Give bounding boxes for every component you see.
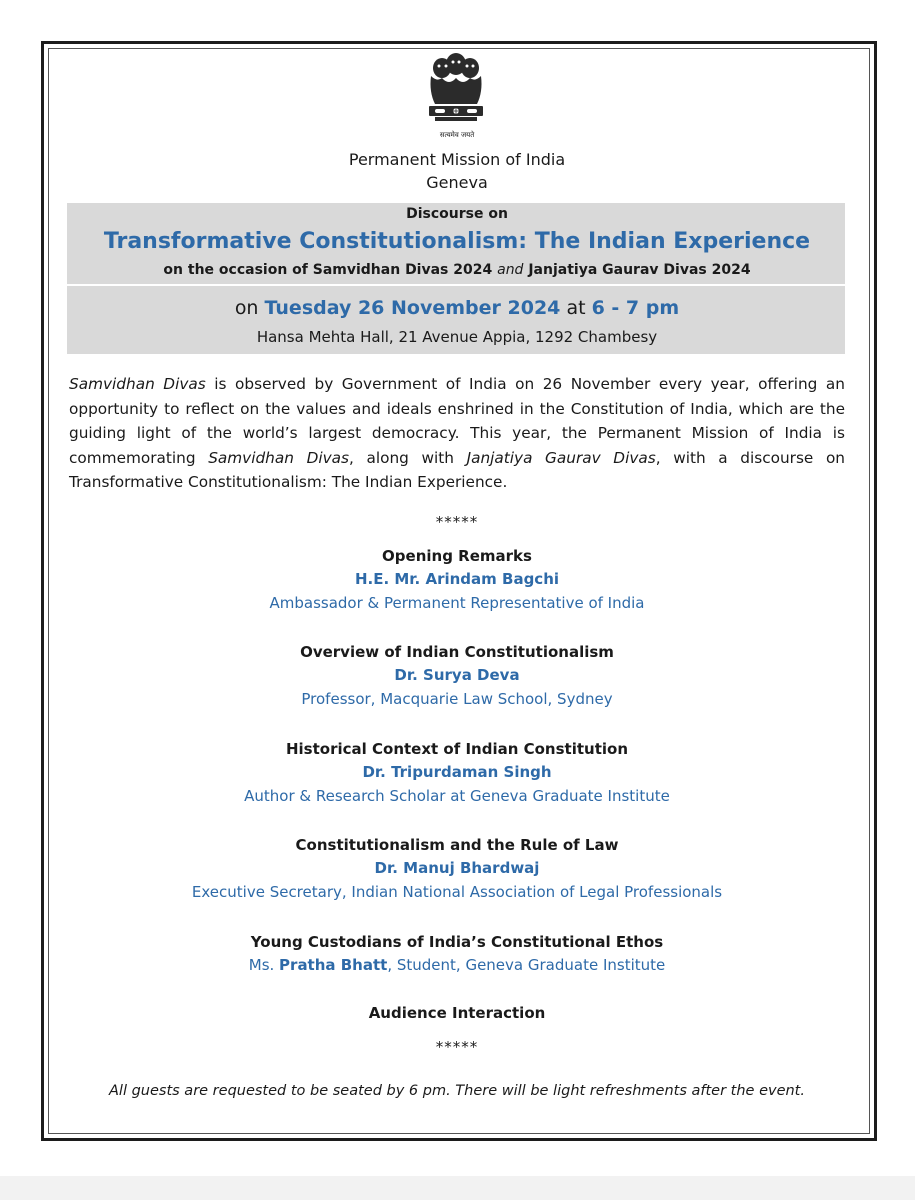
- org-line-2: Geneva: [426, 173, 488, 192]
- session-role: Executive Secretary, Indian National Association of Legal Professionals: [191, 883, 723, 901]
- session-speaker: H.E. Mr. Arindam Bagchi: [354, 570, 560, 588]
- date-at: at: [566, 297, 586, 319]
- occasion-suffix: Janjatiya Gaurav Divas 2024: [528, 262, 751, 278]
- date-value: Tuesday 26 November 2024: [264, 297, 561, 319]
- event-date: [44, 297, 870, 319]
- separator-top: *****: [435, 513, 479, 531]
- session-title: Overview of Indian Constitutionalism: [300, 643, 614, 661]
- session-title: Young Custodians of India’s Constitutional Ethos: [250, 933, 664, 951]
- session-title: Constitutionalism and the Rule of Law: [295, 836, 619, 854]
- intro-em-1: Samvidhan Divas: [69, 375, 206, 393]
- session-role: Author & Research Scholar at Geneva Graduate Institute: [244, 787, 670, 805]
- intro-paragraph: [69, 372, 845, 495]
- footer-note: All guests are requested to be seated by 6 pm. There will be light refreshments after the event.: [109, 1083, 805, 1099]
- session-speaker: Dr. Manuj Bhardwaj: [374, 859, 540, 877]
- organisation-name: [44, 148, 870, 194]
- intro-text-2: , along with: [349, 448, 467, 467]
- org-line-1: Permanent Mission of India: [348, 150, 566, 169]
- time-value: 6 - 7 pm: [591, 297, 680, 319]
- event-occasion: [44, 262, 870, 278]
- session-role: Ambassador & Permanent Representative of India: [269, 594, 645, 612]
- emblem-motto: सत्यमेव जयते: [439, 131, 475, 139]
- session-1: [44, 546, 870, 615]
- session-title: Historical Context of Indian Constitution: [285, 740, 628, 758]
- speaker-prefix: Ms.: [248, 956, 280, 974]
- banner-divider: [67, 284, 845, 286]
- intro-em-2: Samvidhan Divas: [208, 448, 349, 467]
- banner-kicker: Discourse on: [406, 206, 508, 222]
- session-role: , Student, Geneva Graduate Institute: [387, 956, 666, 974]
- session-4: [44, 835, 870, 904]
- event-title: Transformative Constitutionalism: The Indian Experience: [103, 229, 811, 254]
- intro-text-1: is observed by Government of India on 26 November every year, offering an opportunity to reflect on the values and ideals enshrined in the Constitution of India, which are the guiding light of the world’s largest democracy. This year, the Permanent Mission of India is commemorating: [69, 375, 845, 467]
- session-title: Opening Remarks: [382, 547, 532, 565]
- occasion-and: and: [497, 262, 524, 278]
- session-speaker: Dr. Tripurdaman Singh: [362, 763, 552, 781]
- session-3: [44, 739, 870, 808]
- intro-text-3: , with a discourse on Transformative Constitutionalism: The Indian Experience.: [69, 448, 846, 491]
- session-2: [44, 642, 870, 711]
- session-speaker-line: [44, 953, 870, 977]
- session-role: Professor, Macquarie Law School, Sydney: [301, 690, 613, 708]
- intro-em-3: Janjatiya Gaurav Divas: [466, 448, 656, 467]
- session-5: [44, 932, 870, 977]
- occasion-prefix: on the occasion of Samvidhan Divas 2024: [163, 262, 493, 278]
- session-speaker: Pratha Bhatt: [279, 956, 388, 974]
- session-speaker: Dr. Surya Deva: [394, 666, 520, 684]
- date-on: on: [234, 297, 259, 319]
- event-venue: Hansa Mehta Hall, 21 Avenue Appia, 1292 Chambesy: [256, 328, 658, 346]
- separator-bottom: *****: [435, 1038, 479, 1056]
- closing-title: Audience Interaction: [368, 1004, 546, 1022]
